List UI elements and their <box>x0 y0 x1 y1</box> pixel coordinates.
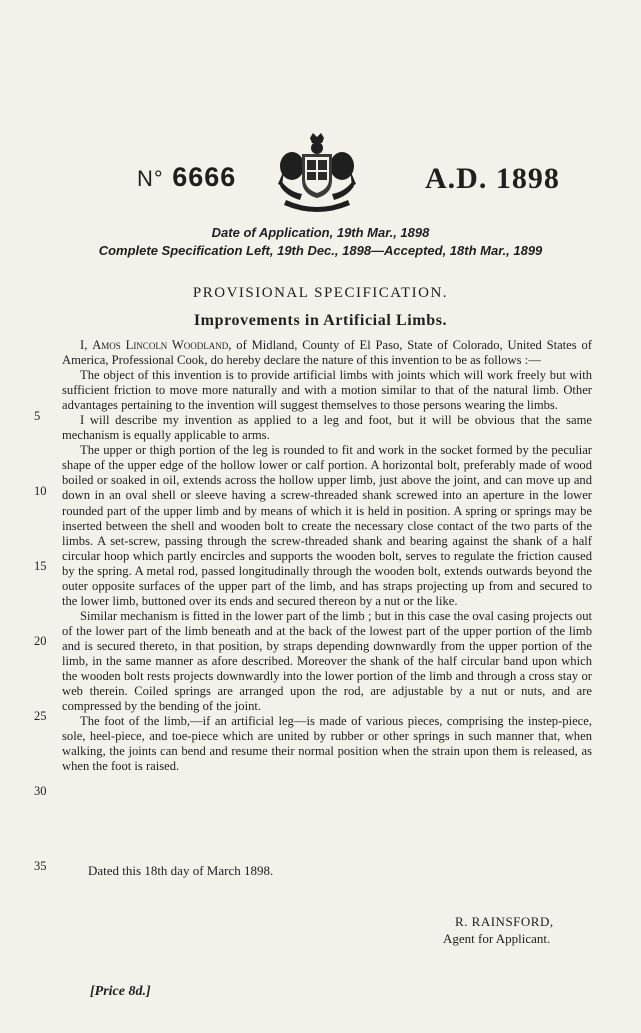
number-prefix: N° <box>137 166 164 191</box>
inventor-name: Amos Lincoln Woodland <box>92 338 229 352</box>
paragraph-describe: I will describe my invention as applied to a leg and foot, but it will be obvious that the same mechanism is equally applicable to arms. <box>62 413 592 443</box>
paragraph-lower-limb: Similar mechanism is fitted in the lower part of the limb ; but in this case the oval casing projects out of the lower part of the limb beneath and at the back of the lowest part of the upper portion of the limb and is secured thereto, in that position, by straps depending downwardly from the upper portion of the limb, in the same manner as afore described. Moreover the shank of the half circular band upon which the wooden bolt rests projects downwardly into the lower portion of the limb and through a cross stay or web therein. Coiled springs are arranged upon the rod, are adjustable by a nut or nuts, and are compressed by the bending of the joint. <box>62 608 592 714</box>
signatory-name: R. RAINSFORD, <box>455 914 554 929</box>
price-label: [Price 8d.] <box>90 984 151 999</box>
paragraph-foot: The foot of the limb,—if an artificial leg—is made of various pieces, comprising the instep-piece, sole, heel-piece, and toe-piece which are united by rubber or other springs in such manner that, when walking, the joints can bend and resume their normal position when the strain upon them is released, as when the foot is raised. <box>62 714 592 774</box>
line-number: 5 <box>34 409 41 423</box>
line-number: 20 <box>34 634 47 648</box>
patent-number-value: 6666 <box>172 162 237 192</box>
invention-title: Improvements in Artificial Limbs. <box>193 312 448 329</box>
section-heading: PROVISIONAL SPECIFICATION. <box>192 285 449 301</box>
line-number: 10 <box>34 484 47 498</box>
line-number: 35 <box>34 859 47 873</box>
patent-number <box>137 162 236 193</box>
application-date: Date of Application, 19th Mar., 1898 <box>211 225 430 240</box>
patent-header <box>0 132 641 212</box>
specification-dates: Complete Specification Left, 19th Dec., 1898—Accepted, 18th Mar., 1899 <box>98 243 543 258</box>
line-number: 25 <box>34 709 47 723</box>
signatory-role: Agent for Applicant. <box>443 931 551 946</box>
specification-body <box>62 338 592 774</box>
line-number: 30 <box>34 784 47 798</box>
paragraph-object: The object of this invention is to provide artificial limbs with joints which will work freely but with sufficient friction to move more naturally and with a motion similar to that of the natural limb. Other advantages pertaining to the invention will suggest themselves to those persons wearing the limbs. <box>62 368 592 413</box>
paragraph-intro: I, Amos Lincoln Woodland, of Midland, County of El Paso, State of Colorado, United States of America, Professional Cook, do hereby declare the nature of this invention to be as follows :— <box>62 338 592 368</box>
patent-year: A.D. 1898 <box>425 162 560 195</box>
dated-line: Dated this 18th day of March 1898. <box>88 863 274 878</box>
royal-crest-icon <box>272 132 362 212</box>
paragraph-upper-limb: The upper or thigh portion of the leg is rounded to fit and work in the socket formed by the peculiar shape of the upper edge of the hollow lower or calf portion. A horizontal bolt, preferably made of wood boiled or soaked in oil, extends across the hollow upper limb, just above the joint, and can move up and down in an oval shell or sleeve having a screw-threaded shank screwed into an aperture in the lower rounded part of the upper limb and by means of which it is held in position. A spring or springs may be inserted between the shell and wooden bolt to create the necessary close contact of the two parts of the limbs. A set-screw, passing through the screw-threaded shank and bearing against the shank of a half circular hoop which partly encircles and supports the wooden bolt, serves to regulate the friction caused by the spring. A metal rod, passed longitudinally through the wooden bolt, extends outwards beyond the outer opposite surfaces of the upper part of the limb, and has straps projecting up from and secured to the lower limb, buttoned over its ends and secured thereon by a nut or the like. <box>62 443 592 608</box>
line-number: 15 <box>34 559 47 573</box>
